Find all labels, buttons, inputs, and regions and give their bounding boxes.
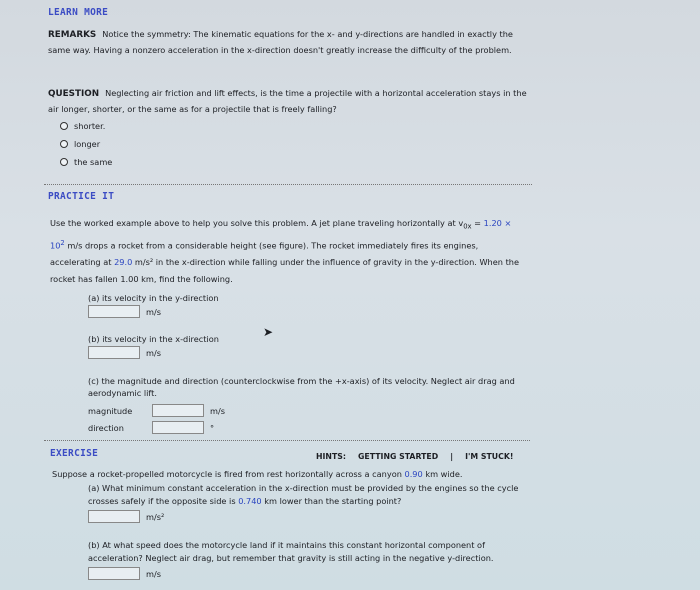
initial-velocity: 1.20 × 10 bbox=[50, 218, 512, 251]
exercise-section bbox=[52, 467, 532, 582]
radio-icon[interactable] bbox=[60, 158, 68, 166]
part-a-text: km lower than the starting point? bbox=[261, 496, 402, 506]
practice-text: m/s² in the x-direction while falling under the influence of gravity in the y-direction. When the rocket has fallen 1.00 km, find the following. bbox=[50, 257, 520, 284]
magnitude-label: magnitude bbox=[88, 405, 133, 416]
drop-value: 0.740 bbox=[238, 496, 262, 506]
part-b-input[interactable] bbox=[88, 346, 140, 359]
question-text: Neglecting air friction and lift effects, is the time a projectile with a horizontal acceleration stays in the air longer, shorter, or the same as for a projectile that is freely falling? bbox=[48, 88, 527, 114]
learn-more-title: LEARN MORE bbox=[48, 7, 109, 18]
practice-section bbox=[50, 215, 520, 436]
radio-icon[interactable] bbox=[60, 122, 68, 130]
exponent: 2 bbox=[60, 239, 65, 248]
canyon-width: 0.90 bbox=[404, 469, 423, 479]
question-label: QUESTION bbox=[48, 89, 100, 99]
divider bbox=[44, 440, 530, 441]
option-label: shorter. bbox=[74, 121, 106, 131]
mouse-cursor-icon: ➤ bbox=[263, 325, 274, 339]
radio-icon[interactable] bbox=[60, 140, 68, 148]
unit: m/s bbox=[210, 405, 225, 416]
equals: = bbox=[471, 218, 484, 228]
exercise-a-input[interactable] bbox=[88, 510, 140, 523]
remarks-section bbox=[48, 27, 533, 58]
part-a-input[interactable] bbox=[88, 305, 140, 318]
option-longer[interactable] bbox=[60, 135, 538, 153]
part-c-label: (c) the magnitude and direction (counterclockwise from the +x-axis) of its velocity. Neglect air drag and aerodynamic lift. bbox=[88, 376, 515, 399]
unit: ° bbox=[210, 422, 215, 433]
exercise-b-input[interactable] bbox=[88, 567, 140, 580]
getting-started-link[interactable]: GETTING STARTED bbox=[358, 452, 439, 461]
exercise-title: EXERCISE bbox=[50, 448, 99, 459]
practice-title: PRACTICE IT bbox=[48, 191, 115, 202]
part-b-text: (b) At what speed does the motorcycle land if it maintains this constant horizontal component of acceleration? Neglect air drag, but remember that gravity is still acting in the negative y-direction. bbox=[88, 540, 494, 563]
im-stuck-link[interactable]: I'M STUCK! bbox=[465, 452, 514, 461]
magnitude-input[interactable] bbox=[152, 404, 204, 417]
option-shorter[interactable] bbox=[60, 117, 538, 135]
practice-text: Use the worked example above to help you solve this problem. A jet plane traveling horizontally at v bbox=[50, 218, 464, 228]
acceleration-value: 29.0 bbox=[114, 257, 133, 268]
direction-input[interactable] bbox=[152, 421, 204, 434]
part-a-text: (a) What minimum constant acceleration in the x-direction must be provided by the engines so the cycle crosses safely if the opposite side is bbox=[88, 483, 519, 506]
unit: m/s bbox=[146, 306, 161, 317]
separator: | bbox=[450, 452, 454, 461]
direction-label: direction bbox=[88, 422, 124, 433]
remarks-text: Notice the symmetry: The kinematic equations for the x- and y-directions are handled in exactly the same way. Having a nonzero acceleration in the x-direction doesn't greatly increase the difficulty of the problem. bbox=[48, 29, 513, 55]
divider bbox=[44, 184, 532, 185]
hints-bar bbox=[316, 452, 513, 461]
practice-text: m/s drops a rocket from a considerable height (see figure). The rocket immediately fires its engines, accelerating at bbox=[50, 240, 479, 268]
option-same[interactable] bbox=[60, 153, 538, 171]
subscript: 0x bbox=[463, 222, 472, 231]
unit: m/s bbox=[146, 347, 161, 358]
option-label: longer bbox=[74, 139, 101, 149]
option-label: the same bbox=[74, 157, 113, 167]
exercise-text: km wide. bbox=[422, 469, 463, 479]
unit: m/s bbox=[146, 568, 161, 579]
exercise-text: Suppose a rocket-propelled motorcycle is fired from rest horizontally across a canyon bbox=[52, 469, 405, 479]
question-section bbox=[48, 86, 538, 171]
unit: m/s² bbox=[146, 511, 165, 522]
hints-label: HINTS: bbox=[316, 452, 347, 461]
part-b-label: (b) its velocity in the x-direction bbox=[88, 334, 219, 345]
remarks-label: REMARKS bbox=[48, 30, 97, 40]
part-a-label: (a) its velocity in the y-direction bbox=[88, 293, 219, 304]
